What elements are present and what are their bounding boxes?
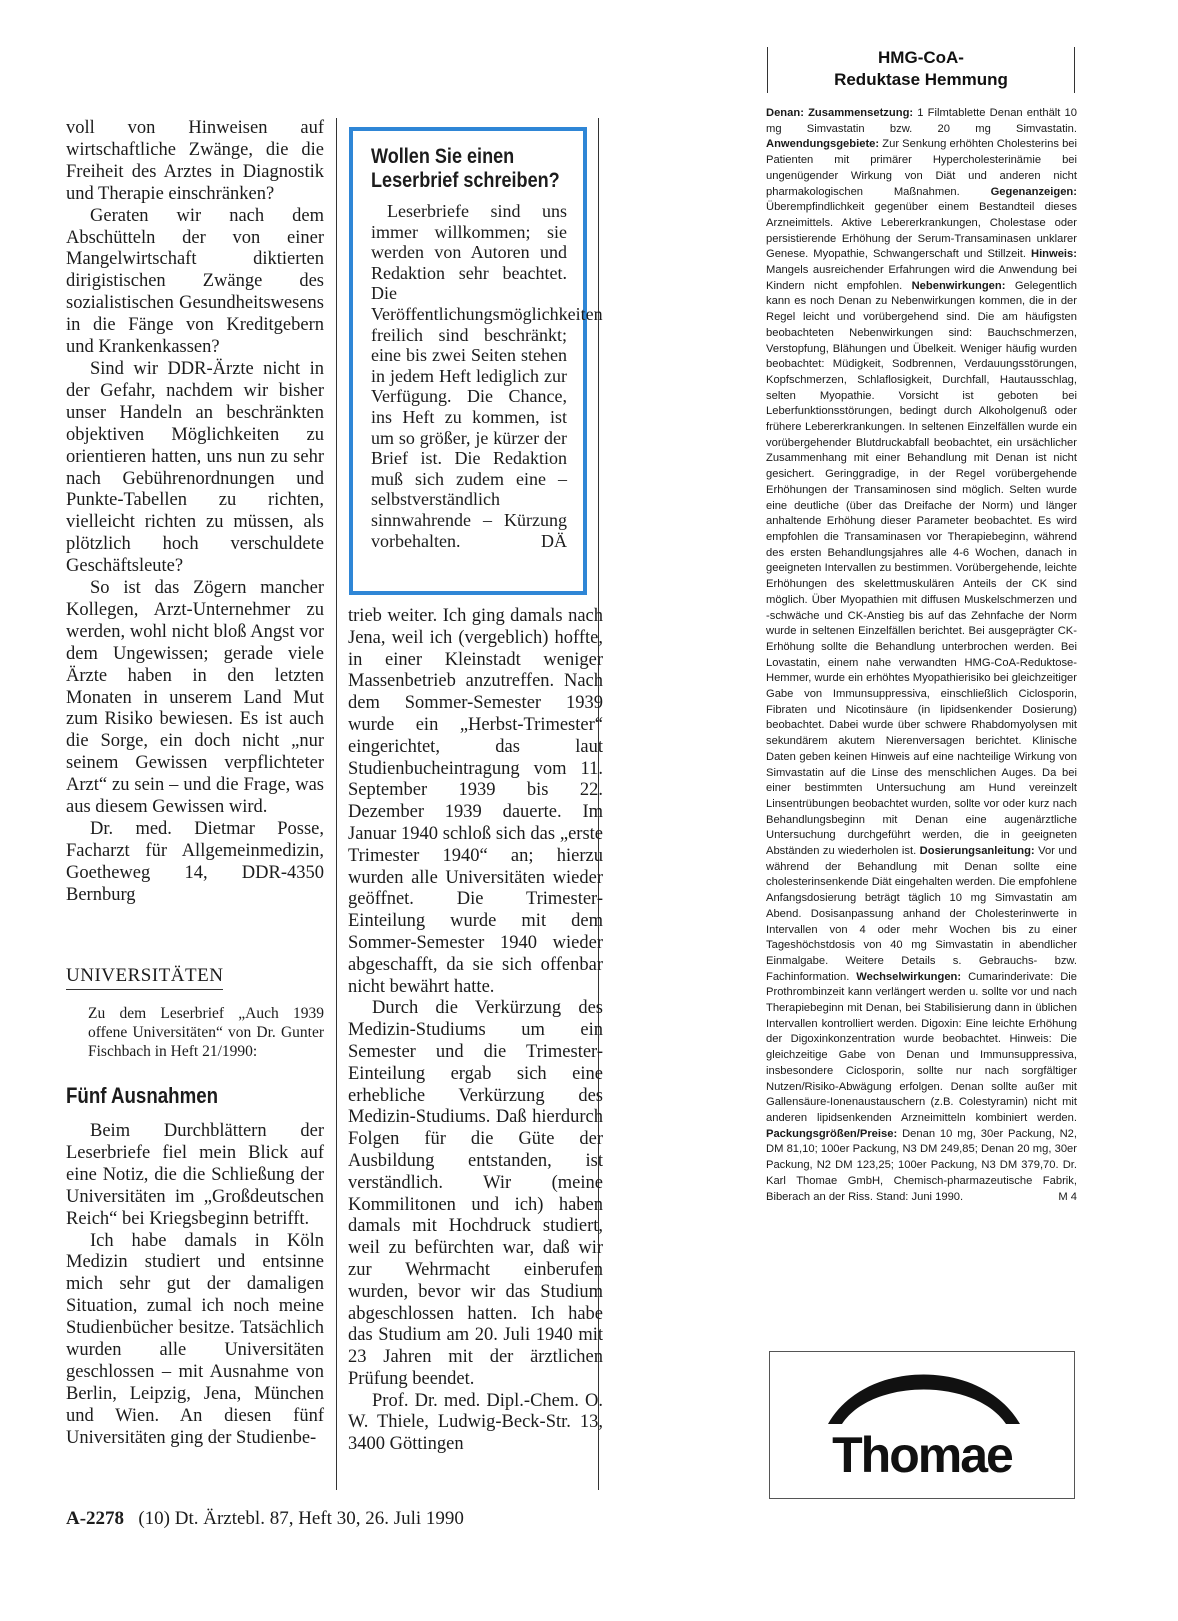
article-headline: Fünf Ausnahmen (66, 1083, 219, 1108)
author-signature: Prof. Dr. med. Dipl.-Chem. O. W. Thiele, Ludwig-Beck-Str. 13, 3400 Göttingen (348, 1390, 603, 1455)
paragraph: Ich habe damals in Köln Medizin studiert und entsinne mich sehr gut der damaligen Situation, zumal ich noch meine Studienbücher besitze. Tatsächlich wurden alle Universitäten geschlossen – mit Ausnahme von Berlin, Leipzig, Jena, München und Wien. An diesen fünf Universitäten ging der Studienbe- (66, 1230, 324, 1448)
section-label: UNIVERSITÄTEN (66, 965, 223, 990)
info-text: Denan 10 mg, 30er Packung, N2, DM 81,10; 100er Packung, N3 DM 249,85; Denan 20 mg, 30er Packung, N2 DM 123,25; 100er Packung, N3 DM 379,70. Dr. Karl Thomae GmbH, Chemisch-pharmazeutische Fabrik, Biberach an der Riss. Stand: Juni 1990. (766, 1127, 1077, 1203)
letter-invitation-box (349, 127, 603, 595)
section-universities (66, 965, 324, 1450)
info-heading: Nebenwirkungen: (911, 279, 1015, 292)
author-signature: Dr. med. Dietmar Posse, Facharzt für Allgemeinmedizin, Goetheweg 14, DDR-4350 Bernburg (66, 819, 324, 905)
column-1 (66, 118, 324, 907)
logo-icon (770, 1352, 1074, 1498)
thomae-logo (769, 1351, 1075, 1499)
paragraph: Geraten wir nach dem Abschütteln der von einer Mangelwirtschaft diktierten dirigistischen Zwänge des sozialistischen Gesundheitswesens in die Fänge von Kreditgebern und Krankenkassen? (66, 205, 324, 358)
info-heading: Anwendungsgebiete: (766, 138, 883, 151)
letter-reference: Zu dem Leserbrief „Auch 1939 offene Universitäten“ von Dr. Gunter Fischbach in Heft 21/1990: (88, 1005, 324, 1060)
info-text: 1 Filmtablette Denan enthält 10 mg Simvastatin bzw. 20 mg Simvastatin. (766, 107, 1077, 135)
info-heading: Gegenanzeigen: (990, 185, 1077, 198)
paragraph: voll von Hinweisen auf wirtschaftliche Zwänge, die die Freiheit des Arztes in Diagnostik und Therapie einschränken? (66, 118, 324, 204)
logo-wordmark: Thomae (832, 1427, 1012, 1483)
info-text: Vor und während der Behandlung mit Denan sollte eine cholesterinsenkende Diät eingehalten werden. Die empfohlene Anfangsdosierung beträgt täglich 10 mg Simvastatin am Abend. Dosisanpassung anhand der Cholesterinwerte in Intervallen von 4 oder mehr Wochen bis zu einer Tageshöchstdosis von 40 mg Simvastatin in abendlicher Einmalgabe. Weitere Details s. Gebrauchs- bzw. Fachinformation. (766, 845, 1077, 983)
column-2 (348, 606, 603, 1456)
paragraph: So ist das Zögern mancher Kollegen, Arzt-Unternehmer zu werden, wohl nicht bloß Angst vor dem Ungewissen; gerade viele Ärzte haben in den letzten Monaten in unserem Land Mut zum Risiko bewiesen. Es ist auch die Sorge, ein doch nicht „nur seinem Gewissen verpflichteter Arzt“ zu sein – und die Frage, was aus diesem Gewissen wird. (66, 578, 324, 818)
ad-header (767, 47, 1075, 93)
info-heading: Wechselwirkungen: (856, 970, 969, 983)
callout-title: Wollen Sie einen Leserbrief schreiben? (371, 145, 560, 192)
info-text: Gelegentlich kann es noch Denan zu Nebenwirkungen kommen, die in der Regel leicht und vorübergehend sind. Die am häufigsten beobachteten Nebenwirkungen sind: Bauchschmerzen, Verstopfung, Blähungen und Übelkeit. Weniger häufig wurden beobachtet: Müdigkeit, Sodbrennen, Verdauungsstörungen, Kopfschmerzen, Schlaflosigkeit, Durchfall, Hautausschlag, selten Myopathie. Vorsicht ist geboten bei Leberfunktionsstörungen, bedingt durch Alkoholgenuß oder frühere Lebererkrankungen. In seltenen Einzelfällen wurde ein vorübergehender Blutdruckabfall beobachtet, ein ursächlicher Zusammenhang mit einer Behandlung mit Denan ist nicht gesichert. Geringgradige, in der Regel vorübergehende Erhöhungen der Transaminosen sind möglich. Selten wurde eine deutliche (über das Dreifache der Norm) und länger anhaltende Erhöhung dieser Parameter beobachtet. Es wird empfohlen die Transaminasen vor Therapiebeginn, während des ersten Behandlungsjahres alle 4-6 Wochen, danach in geeigneten Intervallen zu bestimmen. Vorübergehende, leichte Erhöhungen des skelettmuskulären Anteils der CK sind möglich. Über Myopathien mit diffusen Muskelschmerzen und -schwäche und CK-Anstieg bis auf das Zehnfache der Norm wurde in seltenen Einzelfällen berichtet. Bei ausgeprägter CK-Erhöhung sollte die Behandlung unterbrochen werden. Bei Lovastatin, einem nahe verwandten HMG-CoA-Reduktose-Hemmer, wurde ein erhöhtes Myopathierisiko bei gleichzeitiger Gabe von Immunsuppressiva, einschließlich Ciclosporin, Fibraten und Nicotinsäure (in lipidsenkender Dosierung) beobachtet. Dabei wurde über schwere Rhabdomyolysen mit sekundärem akutem Nierenversagen berichtet. Klinische Daten geben keinen Hinweis auf eine nachteilige Wirkung von Simvastatin auf die Linse des menschlichen Auges. Da bei einer bestimmten Untersuchung am Hund vereinzelt Linsentrübungen beobachtet wurden, sollte vor oder kurz nach Behandlungsbeginn mit Denan eine augenärztliche Untersuchung durchgeführt werden, die in geeigneten Abständen zu wiederholen ist. (766, 279, 1078, 858)
info-text: Zur Senkung erhöhten Cholesterins bei Patienten mit primärer Hypercholesterinämie bei ungenügender Wirkung von Diät und anderen nicht pharmakologischen Maßnahmen. (766, 138, 1078, 198)
callout-signature: DÄ (541, 530, 567, 551)
info-text: Cumarinderivate: Die Prothrombinzeit kann verlängert werden u. sollte vor und nach Therapiebeginn mit Denan, bei Stabilisierung dann in üblichen Intervallen kontrolliert werden. Digoxin: Eine leichte Erhöhung der Digoxinkonzentration wurde beobachtet. Hinweis: Die gleichzeitige Gabe von Denan und Immunsuppressiva, insbesondere Ciclosporin, sollte nur nach sorgfältiger Nutzen/Risiko-Abwägung erfolgen. Denan sollte außer mit Gallensäure-Ionenaustauschern (z.B. Colestyramin) nicht mit anderen lipidsenkenden Arzneimitteln kombiniert werden. (766, 970, 1077, 1124)
paragraph: Durch die Verkürzung des Medizin-Studiums um ein Semester und die Trimester-Einteilung ergab sich eine erhebliche Verkürzung des Medizin-Studiums. Daß hierdurch Folgen für die Güte der Ausbildung entstanden, ist verständlich. Wir (meine Kommilitonen und ich) haben damals mit Hochdruck studiert, weil zu befürchten war, daß wir zur Wehrmacht einberufen wurden, bevor wir das Studium abgeschlossen hatten. Ich habe das Studium am 20. Juli 1940 mit 23 Jahren mit der ärztlichen Prüfung beendet. (348, 998, 603, 1389)
drug-information (766, 106, 1077, 1205)
ad-code: M 4 (1058, 1190, 1077, 1203)
page-number: A-2278 (66, 1508, 125, 1529)
ad-title-line: Reduktase Hemmung (834, 70, 1008, 89)
page-footer (66, 1508, 464, 1530)
article-body (66, 1121, 324, 1450)
info-heading: Dosierungsanleitung: (919, 845, 1039, 858)
journal-reference: (10) Dt. Ärztebl. 87, Heft 30, 26. Juli 1990 (138, 1508, 464, 1529)
info-heading: Packungsgrößen/Preise: (766, 1127, 903, 1140)
ad-title-line: HMG-CoA- (878, 48, 964, 67)
callout-text: Leserbriefe sind uns immer willkommen; sie werden von Autoren und Redaktion sehr beachtet. Die Veröffentlichungsmöglichkeiten freilich sind beschränkt; eine bis zwei Seiten stehen in jedem Heft lediglich zur Verfügung. Die Chance, ins Heft zu kommen, ist um so größer, je kürzer der Brief ist. Die Redaktion muß sich zudem eine – selbstverständlich sinnwahrende – Kürzung vorbehalten. DÄ (371, 201, 603, 551)
paragraph: Beim Durchblättern der Leserbriefe fiel mein Blick auf eine Notiz, die die Schließung der Universitäten im „Großdeutschen Reich“ bei Kriegsbeginn betrifft. (66, 1121, 324, 1229)
column-divider (336, 118, 337, 1490)
info-heading: Denan: Zusammensetzung: (766, 107, 918, 119)
info-text: Mangels ausreichender Erfahrungen wird die Anwendung bei Kindern nicht empfohlen. (766, 264, 1077, 292)
paragraph: Sind wir DDR-Ärzte nicht in der Gefahr, nachdem wir bisher unser Handeln an beschränkten objektiven Möglichkeiten zu orientieren hatten, uns nun zu sehr nach Gebührenordnungen und Punkte-Tabellen zu richten, vielleicht richten zu müssen, als plötzlich hoch verschuldete Geschäftsleute? (66, 358, 324, 577)
info-heading: Hinweis: (1030, 248, 1077, 261)
paragraph: trieb weiter. Ich ging damals nach Jena, weil ich (vergeblich) hoffte, in einer Kleinstadt weniger Massenbetrieb anzutreffen. Nach dem Sommer-Semester 1939 wurde ein „Herbst-Trimester“ eingerichtet, das laut Studienbucheintragung vom 11. September 1939 bis 22. Dezember 1939 dauerte. Im Januar 1940 schloß sich das „erste Trimester 1940“ an; hierzu wurden alle Universitäten wieder geöffnet. Die Trimester-Einteilung wurde mit dem Sommer-Semester 1940 wieder abgeschafft, da sie sich offenbar nicht bewährt hatte. (348, 606, 603, 997)
info-text: Überempfindlichkeit gegenüber einem Bestandteil dieses Arzneimittels. Aktive Lebererkrankungen, Cholestase oder persistierende Erhöhung der Serum-Transaminasen unklarer Genese. Myopathie, Schwangerschaft und Stillzeit. (766, 201, 1077, 261)
